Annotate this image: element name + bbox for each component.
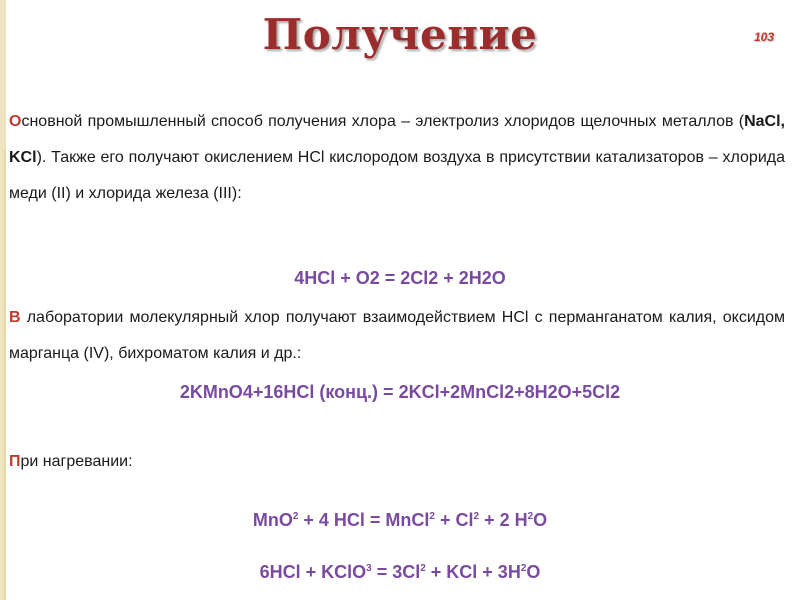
equation-permanganate: 2KMnO4+16HCl (конц.) = 2KCl+2MnCl2+8H2O+5Cl2 (179, 382, 621, 402)
equation-manganese-dioxide (0, 510, 800, 531)
paragraph-text: лаборатории молекулярный хлор получают взаимодействием HCl с перманганатом калия, оксидом марганца (IV), бихроматом калия и др.: (9, 309, 785, 362)
equation-part: + 4 HCl = MnCl (298, 510, 430, 530)
equation-part: O (526, 562, 541, 582)
equation-part: + KCl + 3H (425, 562, 521, 582)
paragraph-first-letter: О (9, 113, 22, 130)
paragraph-text: ). Также его получают окислением HCl кислородом воздуха в присутствии катализаторов – хлорида меди (II) и хлорида железа (III): (9, 149, 785, 202)
equation-part: + Cl (434, 510, 474, 530)
equation-index: 2 (473, 511, 480, 522)
equation-part: 6HCl + KClO (259, 562, 367, 582)
equation-index: 2 (527, 511, 534, 522)
paragraph-heating (9, 450, 785, 474)
paragraph-industrial-method (9, 104, 785, 212)
equation-index: 2 (292, 511, 299, 522)
paragraph-text: ри нагревании: (20, 453, 133, 470)
equation-part: O (533, 510, 548, 530)
slide-title: Получение (262, 10, 538, 59)
paragraph-text: сновной промышленный способ получения хлора – электролиз хлоридов щелочных металлов ( (21, 113, 745, 130)
paragraph-laboratory-method (9, 300, 785, 372)
equation-index: 2 (429, 511, 435, 522)
equation-part: MnO (252, 510, 293, 530)
equation-industrial: 4HCl + O2 = 2Cl2 + 2H2O (294, 268, 506, 288)
paragraph-formula: NaCl, KCl (9, 113, 785, 166)
equation-index: 3 (366, 563, 372, 574)
equation-index: 2 (420, 563, 426, 574)
paragraph-first-letter: П (9, 453, 21, 470)
paragraph-first-letter: В (9, 309, 21, 326)
page-number: 103 (753, 30, 774, 44)
equation-part: + 2 H (479, 510, 528, 530)
equation-chlorate (0, 562, 800, 583)
equation-part: = 3Cl (371, 562, 421, 582)
equation-index: 2 (520, 563, 527, 574)
